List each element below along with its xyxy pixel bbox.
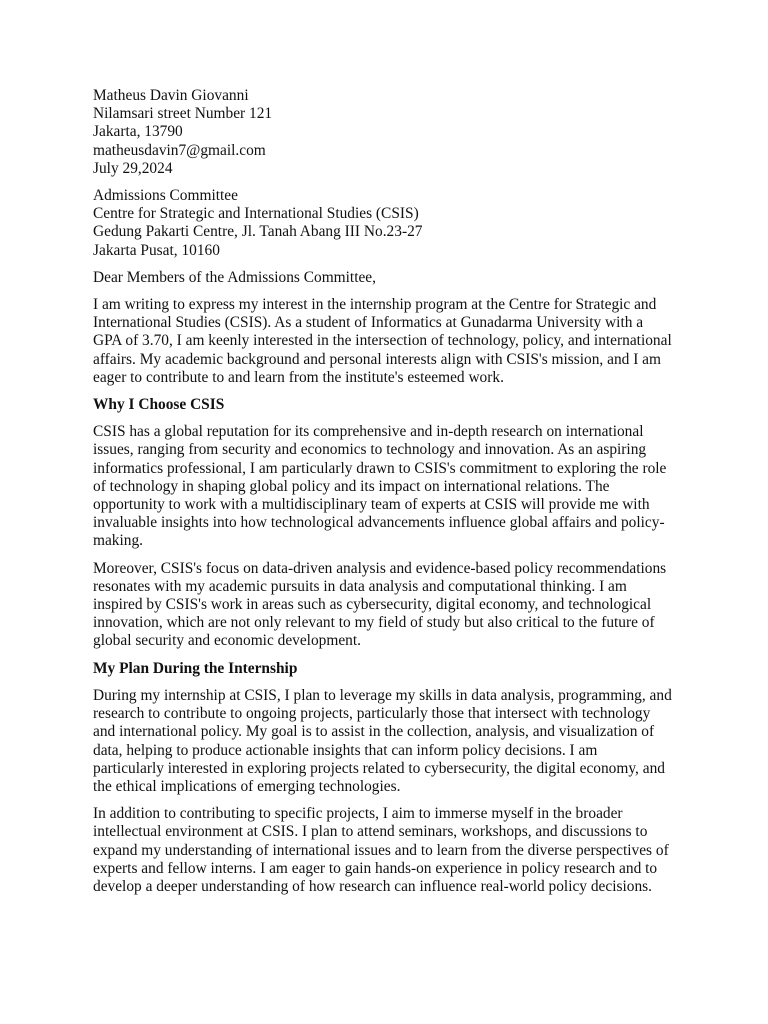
- intro-paragraph: [93, 296, 693, 387]
- letter-date: July 29,2024: [93, 159, 173, 177]
- paragraph-line: informatics professional, I am particularly drawn to CSIS's commitment to exploring the role: [93, 459, 667, 477]
- paragraph-line: I am writing to express my interest in the internship program at the Centre for Strategic and: [93, 296, 657, 314]
- sender-address-block: [93, 87, 693, 178]
- paragraph-line: of technology in shaping global policy and its impact on international relations. The: [93, 477, 610, 495]
- internship-plan-paragraph-2: [93, 805, 693, 896]
- paragraph-line: CSIS has a global reputation for its comprehensive and in-depth research on international: [93, 423, 644, 441]
- paragraph-line: research to contribute to ongoing projects, particularly those that intersect with technology: [93, 705, 651, 723]
- section-heading-why-csis: Why I Choose CSIS: [93, 396, 225, 414]
- why-csis-paragraph-2: [93, 560, 693, 651]
- paragraph-line: innovation, which are not only relevant to my field of study but also critical to the future of: [93, 614, 655, 632]
- paragraph-line: inspired by CSIS's work in areas such as cybersecurity, digital economy, and technological: [93, 596, 652, 614]
- recipient-line: Admissions Committee: [93, 187, 238, 205]
- paragraph-line: expand my understanding of international issues and to learn from the diverse perspectives of: [93, 841, 669, 859]
- paragraph-line: During my internship at CSIS, I plan to leverage my skills in data analysis, programming, and: [93, 686, 672, 704]
- paragraph-line: global security and economic development.: [93, 632, 361, 650]
- paragraph-line: particularly interested in exploring projects related to cybersecurity, the digital economy, and: [93, 759, 665, 777]
- recipient-line: Gedung Pakarti Centre, Jl. Tanah Abang III No.23-27: [93, 223, 423, 241]
- paragraph-line: develop a deeper understanding of how research can influence real-world policy decisions.: [93, 877, 652, 895]
- sender-city: Jakarta, 13790: [93, 123, 183, 141]
- sender-street: Nilamsari street Number 121: [93, 105, 273, 123]
- recipient-line: Jakarta Pusat, 10160: [93, 241, 220, 259]
- internship-plan-paragraph-1: [93, 687, 693, 796]
- paragraph-line: invaluable insights into how technological advancements influence global affairs and policy-: [93, 514, 665, 532]
- paragraph-line: intellectual environment at CSIS. I plan to attend seminars, workshops, and discussions to: [93, 823, 648, 841]
- paragraph-line: opportunity to work with a multidisciplinary team of experts at CSIS will provide me with: [93, 496, 650, 514]
- section-heading-internship-plan: My Plan During the Internship: [93, 659, 298, 677]
- paragraph-line: the ethical implications of emerging technologies.: [93, 777, 401, 795]
- why-csis-paragraph-1: [93, 423, 693, 550]
- paragraph-line: making.: [93, 532, 144, 550]
- paragraph-line: issues, ranging from security and economics to technology and innovation. As an aspiring: [93, 441, 647, 459]
- paragraph-line: experts and fellow interns. I am eager to gain hands-on experience in policy research and to: [93, 859, 658, 877]
- paragraph-line: data, helping to produce actionable insights that can inform policy decisions. I am: [93, 741, 598, 759]
- paragraph-line: In addition to contributing to specific projects, I aim to immerse myself in the broader: [93, 805, 623, 823]
- recipient-line: Centre for Strategic and International Studies (CSIS): [93, 205, 419, 223]
- paragraph-line: Moreover, CSIS's focus on data-driven analysis and evidence-based policy recommendations: [93, 559, 667, 577]
- sender-name: Matheus Davin Giovanni: [93, 87, 249, 104]
- salutation-text: Dear Members of the Admissions Committee,: [93, 268, 376, 286]
- recipient-address-block: [93, 187, 693, 260]
- paragraph-line: and international policy. My goal is to assist in the collection, analysis, and visualization of: [93, 723, 655, 741]
- paragraph-line: affairs. My academic background and personal interests align with CSIS's mission, and I am: [93, 350, 661, 368]
- salutation: [93, 269, 693, 287]
- paragraph-line: GPA of 3.70, I am keenly interested in the intersection of technology, policy, and international: [93, 332, 672, 350]
- letter-page: [93, 87, 693, 905]
- paragraph-line: International Studies (CSIS). As a student of Informatics at Gunadarma University with a: [93, 314, 644, 332]
- paragraph-line: eager to contribute to and learn from the institute's esteemed work.: [93, 368, 504, 386]
- sender-email: matheusdavin7@gmail.com: [93, 141, 266, 159]
- paragraph-line: resonates with my academic pursuits in data analysis and computational thinking. I am: [93, 577, 627, 595]
